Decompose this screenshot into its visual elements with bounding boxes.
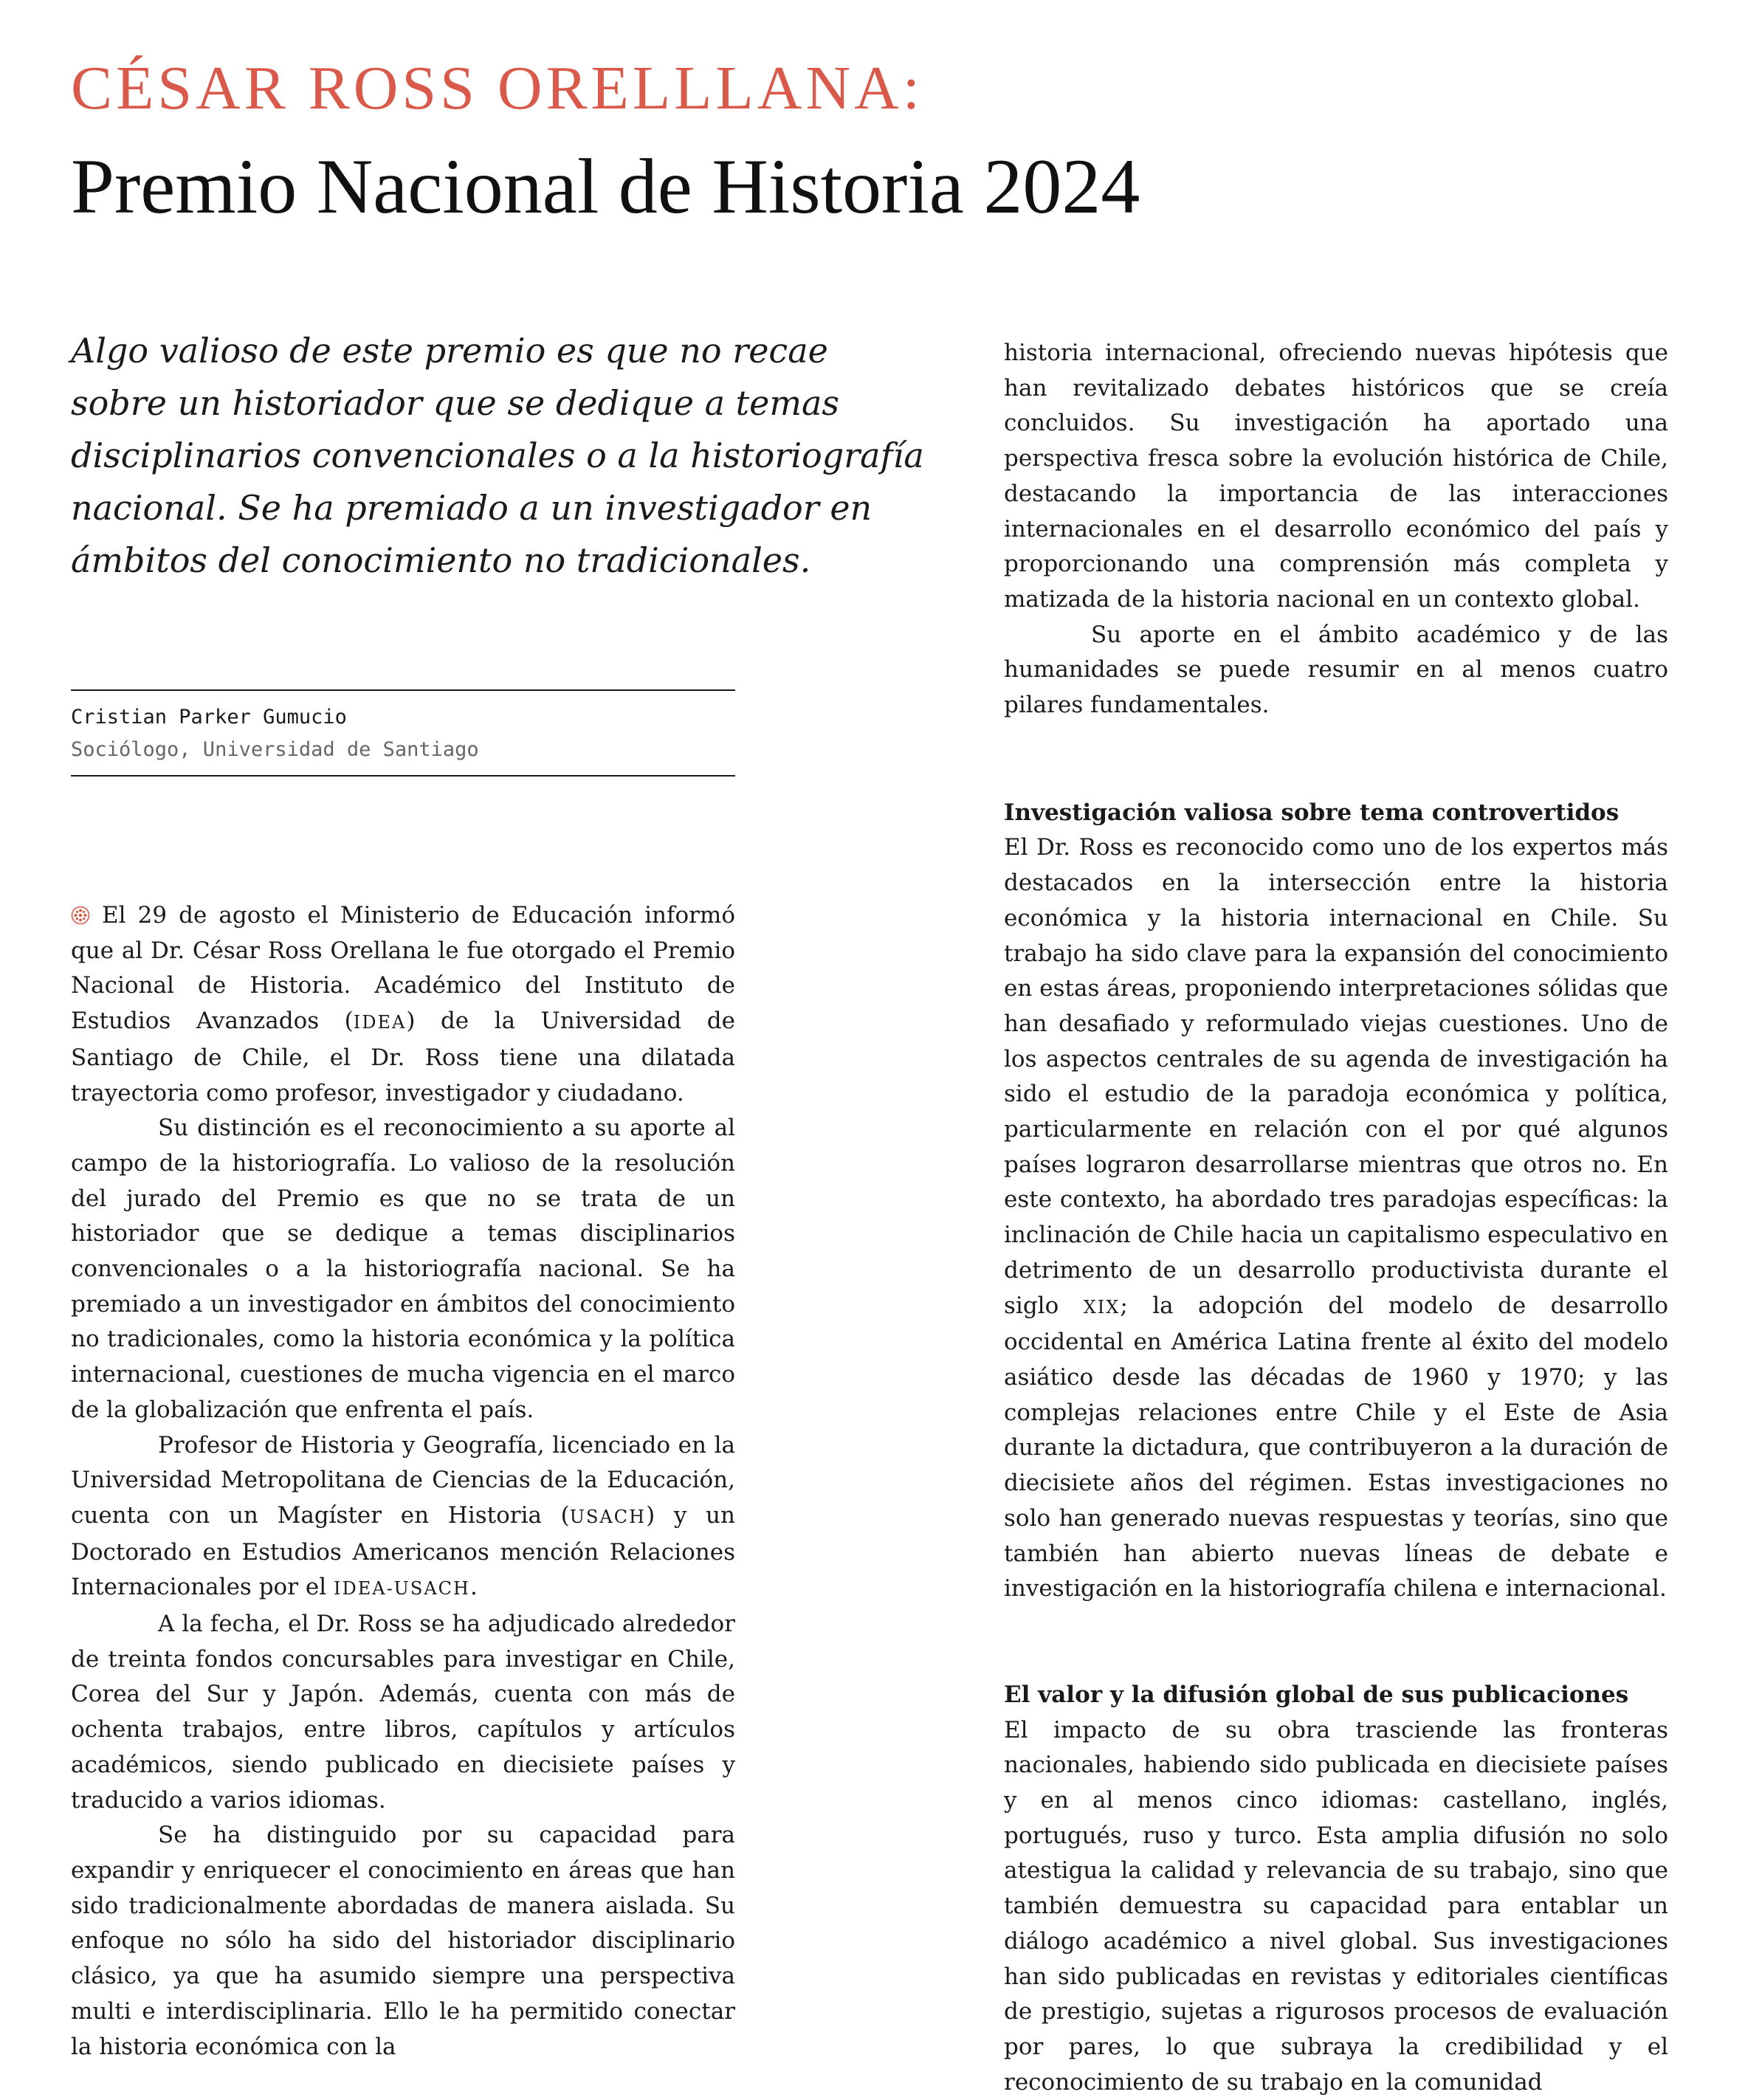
rosette-icon bbox=[71, 906, 90, 925]
article-title: Premio Nacional de Historia 2024 bbox=[71, 143, 1140, 230]
paragraph: Su distinción es el reconocimiento a su aporte al campo de la historiografía. Lo valioso de la resolución del jurado del Premio es que no se trata de un historiador que se dedique a temas disciplinarios convencionales o a la historiografía nacional. Se ha premiado a un investigador en ámbitos del conocimiento no tradicionales, como la historia económica y la política internacional, cuestiones de mucha vigencia en el marco de la globalización que enfrenta el país. bbox=[71, 1115, 735, 1423]
article-lede: Algo valioso de este premio es que no recae sobre un historiador que se dedique a temas disciplinarios convencionales o a la historiografía nacional. Se ha premiado a un investigador en ámbitos del conocimiento no tradicionales. bbox=[71, 331, 924, 580]
paragraph: Su aporte en el ámbito académico y de las humanidades se puede resumir en al menos cuatro pilares fundamentales. bbox=[1004, 621, 1668, 719]
paragraph: Profesor de Historia y Geografía, licenciado en la Universidad Metropolitana de Ciencias de la Educación, cuenta con un Magíster en Historia (USACH) y un Doctorado en Estudios Americanos mención Relaciones Internacionales por el IDEA-USACH. bbox=[71, 1431, 735, 1601]
paragraph: El Dr. Ross es reconocido como uno de los expertos más destacados en la intersección entre la historia económica y la historia internacional en Chile. Su trabajo ha sido clave para la expansión del conocimiento en estas áreas, proponiendo interpretaciones sólidas que han desafiado y reformulado viejas cuestiones. Uno de los aspectos centrales de su agenda de investigación ha sido el estudio de la paradoja económica y política, particularmente en relación con el por qué algunos países lograron desarrollarse mientras que otros no. En este contexto, ha abordado tres paradojas específicas: la inclinación de Chile hacia un capitalismo especulativo en detrimento de un desarrollo productivista durante el siglo XIX; la adopción del modelo de desarrollo occidental en América Latina frente al éxito del modelo asiático desde las décadas de 1960 y 1970; y las complejas relaciones entre Chile y el Este de Asia durante la dictadura, que contribuyeron a la duración de diecisiete años del régimen. Estas investigaciones no solo han generado nuevas respuestas y teorías, sino que también han abierto nuevas líneas de debate e investigación en la historiografía chilena e internacional. bbox=[1004, 834, 1668, 1602]
byline bbox=[71, 689, 735, 777]
paragraph: El 29 de agosto el Ministerio de Educación informó que al Dr. César Ross Orellana le fue otorgado el Premio Nacional de Historia. Académico del Instituto de Estudios Avanzados (IDEA) de la Universidad de Santiago de Chile, el Dr. Ross tiene una dilatada trayectoria como profesor, investigador y ciudadano. bbox=[71, 902, 735, 1106]
article-kicker: CÉSAR ROSS ORELLLANA: bbox=[71, 54, 924, 123]
paragraph: Se ha distinguido por su capacidad para expandir y enriquecer el conocimiento en áreas que han sido tradicionalmente abordadas de manera aislada. Su enfoque no sólo ha sido del historiador disciplinario clásico, ya que ha asumido siempre una perspectiva multi e interdisciplinaria. Ello le ha permitido conectar la historia económica con la bbox=[71, 1822, 735, 2060]
left-column bbox=[71, 898, 735, 2065]
section-gap bbox=[1004, 1607, 1668, 1678]
right-column bbox=[1004, 336, 1668, 2100]
paragraph: El impacto de su obra trasciende las fronteras nacionales, habiendo sido publicada en diecisiete países y en al menos cinco idiomas: castellano, inglés, portugués, ruso y turco. Esta amplia difusión no solo atestigua la calidad y relevancia de su trabajo, sino que también demuestra su capacidad para entablar un diálogo académico a nivel global. Sus investigaciones han sido publicadas en revistas y editoriales científicas de prestigio, sujetas a rigurosos procesos de evaluación por pares, lo que subraya la credibilidad y el reconocimiento de su trabajo en la comunidad bbox=[1004, 1716, 1668, 2096]
section-heading: Investigación valiosa sobre tema controvertidos bbox=[1004, 799, 1620, 826]
paragraph: historia internacional, ofreciendo nuevas hipótesis que han revitalizado debates históricos que se creía concluidos. Su investigación ha aportado una perspectiva fresca sobre la evolución histórica de Chile, destacando la importancia de las interacciones internacionales en el desarrollo económico del país y proporcionando una comprensión más completa y matizada de la historia nacional en un contexto global. bbox=[1004, 340, 1668, 613]
section-heading: El valor y la difusión global de sus publicaciones bbox=[1004, 1681, 1629, 1708]
byline-role: Sociólogo, Universidad de Santiago bbox=[71, 738, 479, 761]
section-gap bbox=[1004, 723, 1668, 796]
byline-author: Cristian Parker Gumucio bbox=[71, 706, 347, 729]
paragraph: A la fecha, el Dr. Ross se ha adjudicado alrededor de treinta fondos concursables para investigar en Chile, Corea del Sur y Japón. Además, cuenta con más de ochenta trabajos, entre libros, capítulos y artículos académicos, siendo publicado en diecisiete países y traducido a varios idiomas. bbox=[71, 1611, 735, 1814]
